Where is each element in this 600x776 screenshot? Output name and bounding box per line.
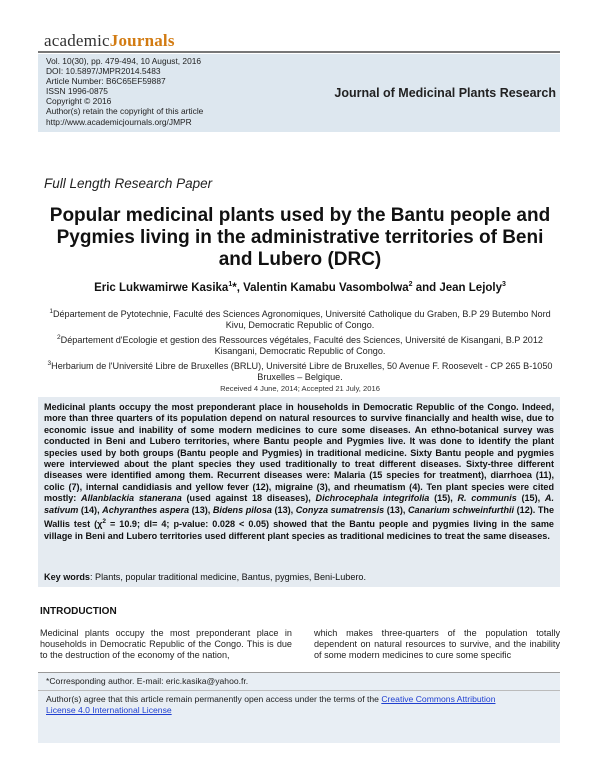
affiliation-2 [40,332,560,358]
author-separator: , [236,281,244,294]
journal-name: Journal of Medicinal Plants Research [334,86,556,100]
author-list [30,281,570,294]
affiliation-1-number: 1 [49,308,53,315]
abstract-part-9: (12). The Wallis test (χ [44,504,554,530]
meta-copyright: Copyright © 2016 [46,96,112,107]
abstract-part-4: (15), [516,493,545,504]
corresponding-author: *Corresponding author. E-mail: eric.kasika@yahoo.fr. [46,676,249,686]
footnote-rule [38,672,560,673]
species-3: R. communis [457,493,517,504]
author-2: Valentin Kamabu Vasombolwa [243,281,409,294]
license-link[interactable]: Creative Commons Attribution [381,694,496,704]
abstract-part-7: (13), [271,504,296,515]
author-1-affiliation: 1 [228,281,233,288]
body-column-right: which makes three-quarters of the population totally dependent on natural resources to survive, and the inability of some modern medicines to cure some specific [314,628,560,661]
keywords [44,572,554,582]
affiliation-1 [40,306,560,332]
affiliation-3-text: Herbarium de l'Université Libre de Bruxelles (BRLU), Université Libre de Bruxelles, 50 Avenue F. Roosevelt - CP 265 B-1050 Bruxelles – Belgique. [51,360,553,383]
author-3: Jean Lejoly [439,281,503,294]
meta-volume: Vol. 10(30), pp. 479-494, 10 August, 2016 [46,56,202,66]
chi-square-superscript: 2 [102,518,106,526]
author-1: Eric Lukwamirwe Kasika [94,281,229,294]
abstract-part-6: (13), [189,504,213,515]
section-heading-introduction: INTRODUCTION [40,606,117,617]
species-4: A. sativum [44,493,554,515]
abstract-part-10: = 10.9; dl= 4; p-value: 0.028 < 0.05) showed that the Bantu people and pygmies living in the same village in Beni and Lubero territories used different plant species as traditional medicines to treat the same diseases. [44,519,554,541]
keywords-text: : Plants, popular traditional medicine, Bantus, pygmies, Beni-Lubero. [90,572,366,582]
abstract-text [44,402,554,542]
abstract-part-1: Medicinal plants occupy the most preponderant place in households in Democratic Republic of the Congo. Indeed, more than three quarters of its population depend on natural resources to survive financially and health wise, due to economic issue and inability of some modern medicines to cure some diseases. An ethno-botanical survey was conducted in Beni and Lubero territories, where Bantu people and Pygmies live. It was done to identify the plant species used by both groups (Bantu people and Pygmies) in traditional medicine. Sixty Bantu people and pygmies were interviewed about the plant species they used traditionally to treat different diseases. Sixty-three different diseases were identified among them. Recurrent diseases were: Malaria (15 species for treatment), diarrhoea (11), colic (7), internal candidiasis and yellow fever (12), migraine (3), and rheumatism (4). Ten plant species were cited mostly: [44,402,554,504]
body-column-left: Medicinal plants occupy the most preponderant place in households in Democratic Republic of the Congo. This is due to the destruction of the economy of the nation, [40,628,292,661]
article-meta [46,56,286,127]
publisher-logo [44,31,175,51]
paper-title [30,205,570,271]
author-and: and [412,281,440,294]
affiliation-2-text: Département d'Ecologie et gestion des Ressources végétales, Faculté des Sciences, Université de Kisangani, B.P 2012 Kisangani, Democratic Republic of Congo. [60,334,543,357]
title-line-3: and Lubero (DRC) [218,249,382,270]
header-rule [38,51,560,53]
species-7: Conyza sumatrensis [295,504,385,515]
abstract-part-8: (13), [384,504,408,515]
affiliations [40,306,560,384]
meta-issn: ISSN 1996-0875 [46,86,108,97]
logo-text-part2: Journals [109,31,175,50]
meta-doi: DOI: 10.5897/JMPR2014.5483 [46,66,161,77]
paper-type: Full Length Research Paper [44,176,213,191]
footnote-divider [38,690,560,691]
abstract-part-3: (15), [429,493,458,504]
species-5: Achyranthes aspera [102,504,190,515]
meta-url[interactable]: http://www.academicjournals.org/JMPR [46,116,192,127]
license-text: Author(s) agree that this article remain permanently open access under the terms of the [46,694,382,704]
keywords-label: Key words [44,572,90,582]
species-8: Canarium schweinfurthii [407,504,515,515]
license-notice [46,694,554,716]
author-3-affiliation: 3 [502,281,506,288]
abstract-part-5: (14), [78,504,103,515]
author-1-corresponding-mark: * [232,281,237,294]
author-2-affiliation: 2 [408,281,413,288]
affiliation-3-number: 3 [47,359,52,367]
meta-article-number: Article Number: B6C65EF59887 [46,76,166,87]
abstract-part-2: (used against 18 diseases), [181,493,316,504]
title-line-2: Pygmies living in the administrative territories of Beni [56,227,544,248]
species-1: Allanblackia stanerana [81,493,182,504]
affiliation-1-text: Département de Pytotechnie, Faculté des Sciences Agronomiques, Université Catholique du Graben, B.P 29 Butembo Nord Kivu, Democratic Republic of Congo. [52,309,551,331]
affiliation-2-number: 2 [57,333,61,341]
meta-rights: Author(s) retain the copyright of this article [46,106,204,117]
species-2: Dichrocephala integrifolia [315,493,430,504]
logo-text-part1: academic [44,31,110,50]
affiliation-3 [40,358,560,384]
received-accepted-dates: Received 4 June, 2014; Accepted 21 July, 2016 [220,384,380,393]
species-6: Bidens pilosa [212,504,272,515]
title-line-1: Popular medicinal plants used by the Bantu people and [49,205,551,226]
license-link-continued[interactable]: License 4.0 International License [46,705,172,715]
